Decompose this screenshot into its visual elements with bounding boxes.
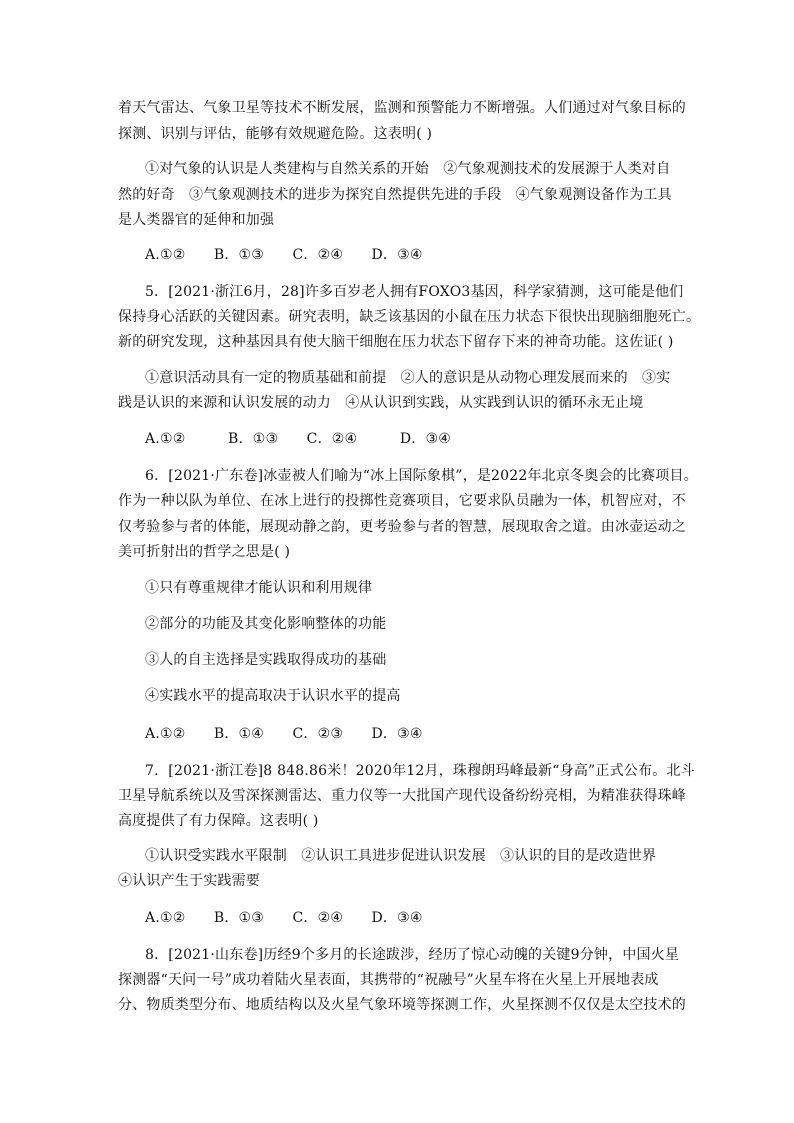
q8-stem-line-2: 探测器“天问一号”成功着陆火星表面，其携带的“祝融号”火星车将在火星上开展地表成 [118, 972, 659, 988]
q8-stem-line-1: 8．[2021·山东卷]历经9个多月的长途跋涉，经历了惊心动魄的关键9分钟，中国火星 [145, 947, 680, 963]
q7-options-line-1: ①认识受实践水平限制 ②认识工具进步促进认识发展 ③认识的目的是改造世界 [145, 848, 657, 864]
q6-stem-line-1: 6．[2021·广东卷]冰壶被人们喻为“冰上国际象棋”，是2022年北京冬奥会的比赛项目。 [145, 468, 698, 484]
q7-stem-line-3: 高度提供了有力保障。这表明( ) [118, 813, 319, 829]
q6-stem-line-3: 仅考验参与者的体能，展现动静之韵，更考验参与者的智慧，展现取舍之道。由冰壶运动之 [118, 519, 686, 535]
q5-options-line-1: ①意识活动具有一定的物质基础和前提 ②人的意识是从动物心理发展而来的 ③实 [145, 370, 671, 386]
q4-options-line-2: 然的好奇 ③气象观测技术的进步为探究自然提供先进的手段 ④气象观测设备作为工具 [118, 187, 672, 203]
q6-option-1: ①只有尊重规律才能认识和利用规律 [145, 580, 373, 596]
q5-stem-line-3: 新的研究发现，这种基因具有使大脑干细胞在压力状态下留存下来的神奇功能。这佐证( ) [118, 334, 674, 350]
q4-options-line-3: 是人类器官的延伸和加强 [118, 212, 275, 228]
q6-stem-line-4: 美可折射出的哲学之思是( ) [118, 544, 291, 560]
q8-stem-line-3: 分、物质类型分布、地质结构以及火星气象环境等探测工作，火星探测不仅仅是太空技术的 [118, 997, 686, 1013]
q6-option-2: ②部分的功能及其变化影响整体的功能 [145, 616, 387, 632]
q5-stem-line-1: 5．[2021·浙江6月，28]许多百岁老人拥有FOXO3基因，科学家猜测，这可能是他们 [145, 284, 684, 300]
q4-options-line-1: ①对气象的认识是人类建构与自然关系的开始 ②气象观测技术的发展源于人类对自 [145, 161, 671, 177]
q4-stem-line-2: 探测、识别与评估，能够有效规避危险。这表明( ) [118, 126, 433, 142]
q5-stem-line-2: 保持身心活跃的关键因素。研究表明，缺乏该基因的小鼠在压力状态下很快出现脑细胞死亡。 [118, 309, 701, 325]
q4-stem-line-1: 着天气雷达、气象卫星等技术不断发展，监测和预警能力不断增强。人们通过对气象目标的 [118, 100, 686, 116]
q5-options-line-2: 践是认识的来源和认识发展的动力 ④从认识到实践，从实践到认识的循环永无止境 [118, 395, 644, 411]
q7-stem-line-1: 7．[2021·浙江卷]8 848.86米！2020年12月，珠穆朗玛峰最新“身高”正式公布。北斗 [145, 763, 695, 779]
q5-choices: A.①② B．①③ C．②④ D．③④ [145, 431, 451, 447]
q4-choices: A.①② B．①③ C．②④ D．③④ [145, 247, 423, 263]
q7-options-line-2: ④认识产生于实践需要 [118, 873, 260, 889]
q6-choices: A.①② B．①④ C．②③ D．③④ [145, 726, 423, 742]
q7-choices: A.①② B．①③ C．②④ D．③④ [145, 910, 423, 926]
q6-option-4: ④实践水平的提高取决于认识水平的提高 [145, 688, 401, 704]
q7-stem-line-2: 卫星导航系统以及雪深探测雷达、重力仪等一大批国产现代设备纷纷亮相，为精准获得珠峰 [118, 788, 686, 804]
q6-option-3: ③人的自主选择是实践取得成功的基础 [145, 652, 387, 668]
q6-stem-line-2: 作为一种以队为单位、在冰上进行的投掷性竞赛项目，它要求队员融为一体，机智应对，不 [118, 493, 686, 509]
